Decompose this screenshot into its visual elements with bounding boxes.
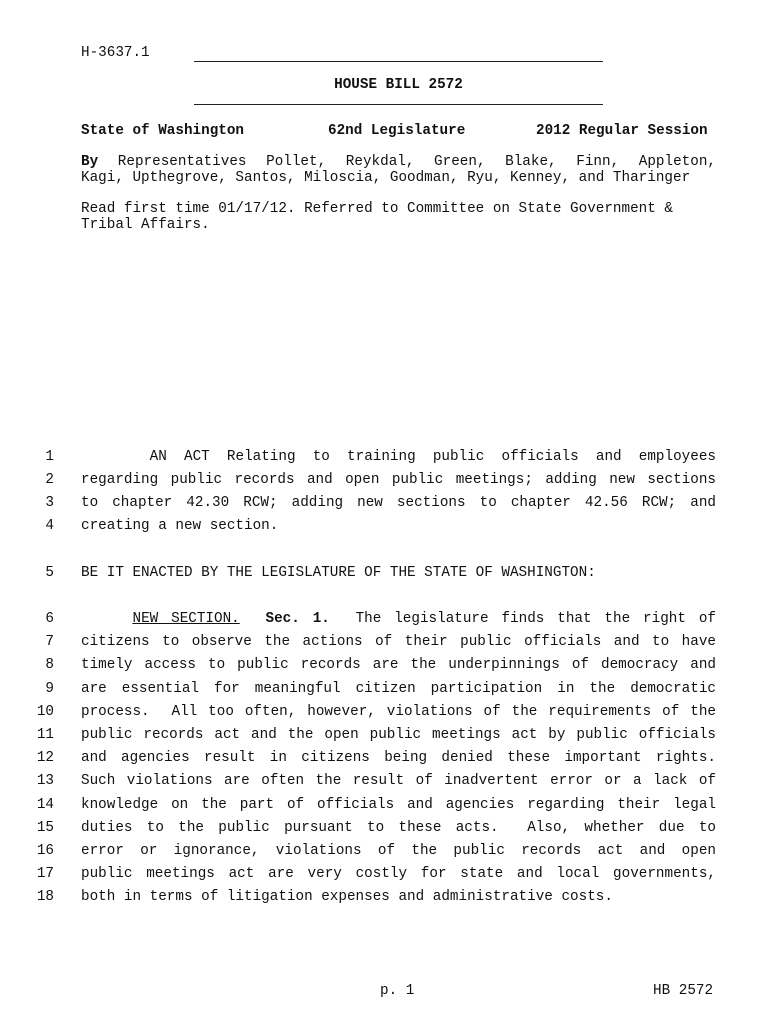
line-number: 16 xyxy=(36,843,54,859)
line-number: 6 xyxy=(45,611,54,627)
session: 2012 Regular Session xyxy=(536,123,708,139)
document-code: H-3637.1 xyxy=(81,45,150,61)
body-line: and agencies result in citizens being denied these important rights. xyxy=(81,750,716,766)
line-number: 15 xyxy=(36,820,54,836)
line-number: 3 xyxy=(45,495,54,511)
body-line: knowledge on the part of officials and agencies regarding their legal xyxy=(81,797,716,813)
sponsors-line-1 xyxy=(81,154,716,170)
line-number: 7 xyxy=(45,634,54,650)
bill-title: HOUSE BILL 2572 xyxy=(334,77,463,93)
read-first-time-line-1: Read first time 01/17/12. Referred to Committee on State Government & xyxy=(81,201,673,217)
sponsors-text: Representatives Pollet, Reykdal, Green, Blake, Finn, Appleton, xyxy=(117,154,716,170)
line-number: 2 xyxy=(45,472,54,488)
body-line: public records act and the open public meetings act by public officials xyxy=(81,727,716,743)
line-number: 1 xyxy=(45,449,54,465)
legislature: 62nd Legislature xyxy=(328,123,466,139)
section-text: The legislature finds that the right of xyxy=(329,611,716,627)
body-line: duties to the public pursuant to these acts. Also, whether due to xyxy=(81,820,716,836)
line-number: 4 xyxy=(45,518,54,534)
bill-reference: HB 2572 xyxy=(653,983,714,999)
section-number: Sec. 1. xyxy=(265,611,330,627)
body-line: citizens to observe the actions of their public officials and to have xyxy=(81,634,716,650)
line-number: 18 xyxy=(36,889,54,905)
line-number: 9 xyxy=(45,681,54,697)
body-line: timely access to public records are the underpinnings of democracy and xyxy=(81,657,716,673)
line-number: 5 xyxy=(45,565,54,581)
page-number: p. 1 xyxy=(380,983,415,999)
header-rule-top xyxy=(194,61,603,62)
header-rule-bottom xyxy=(194,104,603,105)
enacting-clause: BE IT ENACTED BY THE LEGISLATURE OF THE STATE OF WASHINGTON: xyxy=(81,565,596,581)
line-number: 13 xyxy=(36,773,54,789)
line-number: 17 xyxy=(36,866,54,882)
body-line: AN ACT Relating to training public officials and employees xyxy=(81,449,716,465)
body-line-section-start xyxy=(81,611,716,627)
line-number: 14 xyxy=(36,797,54,813)
line-number: 8 xyxy=(45,657,54,673)
body-line: public meetings act are very costly for state and local governments, xyxy=(81,866,716,882)
body-line: process. All too often, however, violations of the requirements of the xyxy=(81,704,716,720)
new-section-label: NEW SECTION. xyxy=(132,611,240,627)
body-line: to chapter 42.30 RCW; adding new sections to chapter 42.56 RCW; and xyxy=(81,495,716,511)
state-name: State of Washington xyxy=(81,123,245,139)
body-line: error or ignorance, violations of the public records act and open xyxy=(81,843,716,859)
body-line: Such violations are often the result of inadvertent error or a lack of xyxy=(81,773,716,789)
body-line: creating a new section. xyxy=(81,518,279,534)
body-line: regarding public records and open public meetings; adding new sections xyxy=(81,472,716,488)
read-first-time-line-2: Tribal Affairs. xyxy=(81,217,210,233)
line-number: 11 xyxy=(36,727,54,743)
body-line: both in terms of litigation expenses and administrative costs. xyxy=(81,889,613,905)
line-number: 10 xyxy=(36,704,54,720)
sponsors-by-label: By xyxy=(81,154,99,170)
body-line: are essential for meaningful citizen participation in the democratic xyxy=(81,681,716,697)
line-number: 12 xyxy=(36,750,54,766)
sponsors-line-2: Kagi, Upthegrove, Santos, Miloscia, Goodman, Ryu, Kenney, and Tharinger xyxy=(81,170,691,186)
